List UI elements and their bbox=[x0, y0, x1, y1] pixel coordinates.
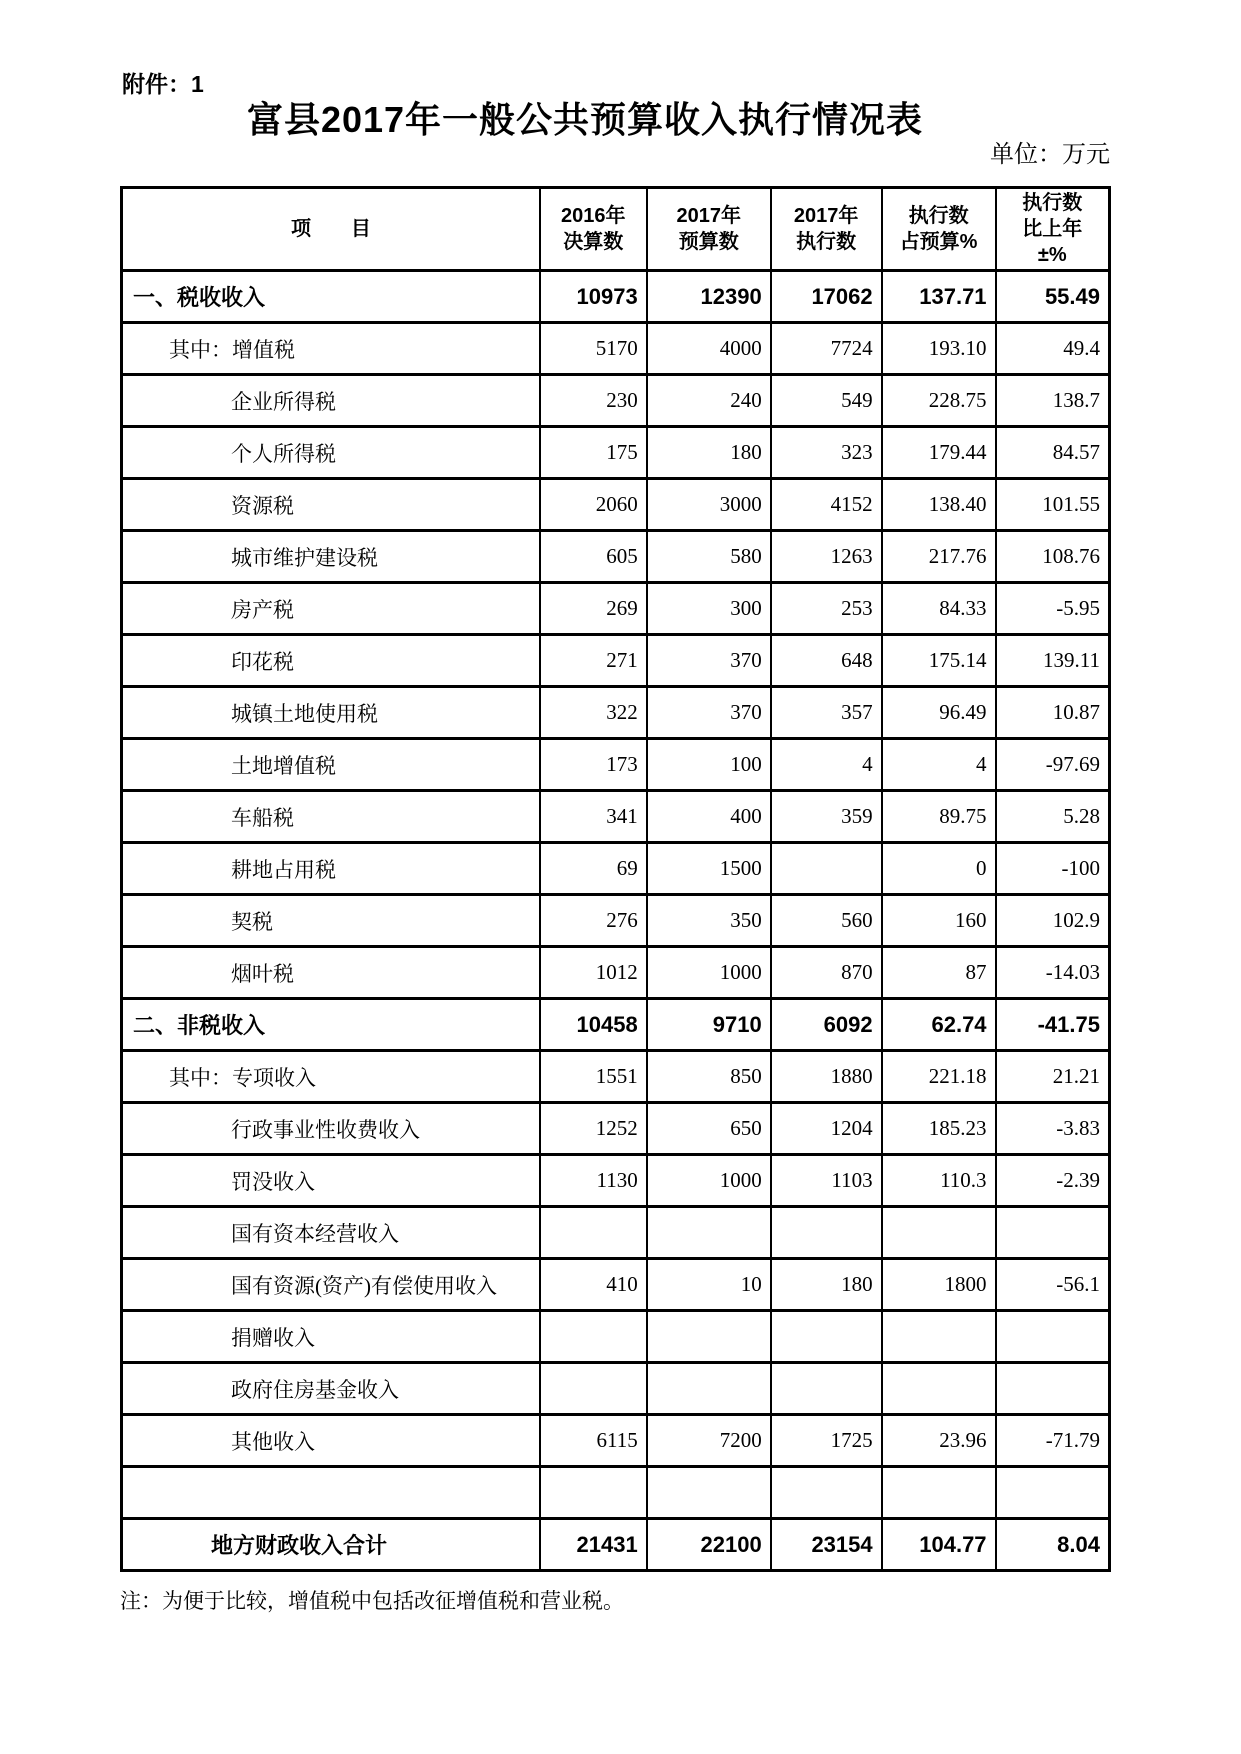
cell-2016-final: 1130 bbox=[540, 1155, 647, 1207]
cell-vs-last-year: 5.28 bbox=[996, 791, 1110, 843]
cell-2016-final: 2060 bbox=[540, 479, 647, 531]
row-label: 契税 bbox=[122, 895, 540, 947]
column-header-line: 2017年 bbox=[793, 205, 859, 227]
cell-2017-budget: 300 bbox=[647, 583, 771, 635]
cell-2017-budget: 12390 bbox=[647, 271, 771, 323]
table-row bbox=[122, 479, 1110, 531]
cell-2017-budget: 1000 bbox=[647, 1155, 771, 1207]
table-row bbox=[122, 1103, 1110, 1155]
cell-2017-actual: 648 bbox=[771, 635, 882, 687]
cell-vs-last-year: -41.75 bbox=[996, 999, 1110, 1051]
cell-2017-budget bbox=[647, 1207, 771, 1259]
row-label: 其中：专项收入 bbox=[122, 1051, 540, 1103]
cell-2017-actual bbox=[771, 1311, 882, 1363]
table-row bbox=[122, 271, 1110, 323]
row-label: 罚没收入 bbox=[122, 1155, 540, 1207]
cell-2016-final: 1012 bbox=[540, 947, 647, 999]
cell-pct-of-budget bbox=[882, 1311, 996, 1363]
cell-2016-final: 21431 bbox=[540, 1519, 647, 1571]
cell-2017-actual: 4 bbox=[771, 739, 882, 791]
table-row bbox=[122, 1467, 1110, 1519]
cell-2017-actual: 323 bbox=[771, 427, 882, 479]
cell-pct-of-budget: 4 bbox=[882, 739, 996, 791]
cell-vs-last-year: 8.04 bbox=[996, 1519, 1110, 1571]
row-label: 捐赠收入 bbox=[122, 1311, 540, 1363]
row-label: 房产税 bbox=[122, 583, 540, 635]
cell-2017-budget: 850 bbox=[647, 1051, 771, 1103]
cell-pct-of-budget bbox=[882, 1363, 996, 1415]
cell-2016-final: 322 bbox=[540, 687, 647, 739]
cell-2017-actual: 870 bbox=[771, 947, 882, 999]
table-row bbox=[122, 1259, 1110, 1311]
column-header-item bbox=[122, 188, 540, 271]
cell-vs-last-year: 138.7 bbox=[996, 375, 1110, 427]
cell-2017-budget: 240 bbox=[647, 375, 771, 427]
column-header-line: 决算数 bbox=[563, 231, 624, 253]
cell-2017-budget bbox=[647, 1467, 771, 1519]
cell-2017-budget: 400 bbox=[647, 791, 771, 843]
column-header-line: 2016年 bbox=[561, 205, 626, 227]
table-row bbox=[122, 1207, 1110, 1259]
row-label: 个人所得税 bbox=[122, 427, 540, 479]
footnote: 注：为便于比较，增值税中包括改征增值税和营业税。 bbox=[120, 1589, 624, 1613]
table-row bbox=[122, 635, 1110, 687]
cell-2016-final bbox=[540, 1311, 647, 1363]
cell-2017-budget: 10 bbox=[647, 1259, 771, 1311]
column-header-line: 执行数 bbox=[1022, 192, 1083, 214]
table-row bbox=[122, 583, 1110, 635]
cell-2016-final: 5170 bbox=[540, 323, 647, 375]
row-label: 土地增值税 bbox=[122, 739, 540, 791]
cell-vs-last-year bbox=[996, 1363, 1110, 1415]
cell-2016-final: 173 bbox=[540, 739, 647, 791]
cell-2016-final: 276 bbox=[540, 895, 647, 947]
cell-2017-budget: 370 bbox=[647, 635, 771, 687]
cell-2017-budget: 350 bbox=[647, 895, 771, 947]
table-row bbox=[122, 791, 1110, 843]
column-header-line: 2017年 bbox=[676, 205, 741, 227]
cell-vs-last-year: 139.11 bbox=[996, 635, 1110, 687]
cell-2017-budget: 4000 bbox=[647, 323, 771, 375]
cell-2017-actual: 253 bbox=[771, 583, 882, 635]
cell-2017-budget: 3000 bbox=[647, 479, 771, 531]
cell-vs-last-year: -56.1 bbox=[996, 1259, 1110, 1311]
cell-2017-budget: 1000 bbox=[647, 947, 771, 999]
table-row bbox=[122, 323, 1110, 375]
cell-2017-budget: 100 bbox=[647, 739, 771, 791]
cell-2017-actual: 6092 bbox=[771, 999, 882, 1051]
cell-pct-of-budget: 84.33 bbox=[882, 583, 996, 635]
cell-2016-final: 269 bbox=[540, 583, 647, 635]
cell-2017-actual: 17062 bbox=[771, 271, 882, 323]
cell-vs-last-year bbox=[996, 1467, 1110, 1519]
cell-2016-final bbox=[540, 1363, 647, 1415]
cell-2016-final: 410 bbox=[540, 1259, 647, 1311]
column-header-line: 预算数 bbox=[678, 231, 739, 253]
column-header-line: 执行数 bbox=[908, 205, 969, 227]
cell-vs-last-year: -71.79 bbox=[996, 1415, 1110, 1467]
row-label: 印花税 bbox=[122, 635, 540, 687]
table-row bbox=[122, 1155, 1110, 1207]
cell-2017-actual: 7724 bbox=[771, 323, 882, 375]
cell-pct-of-budget: 62.74 bbox=[882, 999, 996, 1051]
row-label bbox=[122, 1467, 540, 1519]
cell-2016-final: 341 bbox=[540, 791, 647, 843]
cell-2017-actual bbox=[771, 1207, 882, 1259]
cell-2016-final: 1252 bbox=[540, 1103, 647, 1155]
table-row bbox=[122, 1519, 1110, 1571]
cell-pct-of-budget: 1800 bbox=[882, 1259, 996, 1311]
cell-vs-last-year: -2.39 bbox=[996, 1155, 1110, 1207]
table-row bbox=[122, 739, 1110, 791]
budget-table bbox=[120, 186, 1111, 1572]
column-header-line: 执行数 bbox=[796, 231, 857, 253]
row-label: 国有资源(资产)有偿使用收入 bbox=[122, 1259, 540, 1311]
cell-vs-last-year bbox=[996, 1311, 1110, 1363]
cell-2016-final: 6115 bbox=[540, 1415, 647, 1467]
cell-vs-last-year: 102.9 bbox=[996, 895, 1110, 947]
table-row bbox=[122, 427, 1110, 479]
cell-pct-of-budget: 160 bbox=[882, 895, 996, 947]
cell-2017-actual: 1880 bbox=[771, 1051, 882, 1103]
cell-2017-actual: 359 bbox=[771, 791, 882, 843]
row-label: 车船税 bbox=[122, 791, 540, 843]
cell-2017-actual bbox=[771, 1363, 882, 1415]
cell-2017-actual bbox=[771, 1467, 882, 1519]
cell-pct-of-budget: 221.18 bbox=[882, 1051, 996, 1103]
header-row bbox=[122, 188, 1110, 271]
table-row bbox=[122, 1311, 1110, 1363]
cell-pct-of-budget bbox=[882, 1207, 996, 1259]
cell-vs-last-year: 55.49 bbox=[996, 271, 1110, 323]
cell-2016-final: 69 bbox=[540, 843, 647, 895]
row-label: 地方财政收入合计 bbox=[122, 1519, 540, 1571]
table-row bbox=[122, 375, 1110, 427]
cell-pct-of-budget: 104.77 bbox=[882, 1519, 996, 1571]
cell-pct-of-budget: 137.71 bbox=[882, 271, 996, 323]
cell-vs-last-year: -97.69 bbox=[996, 739, 1110, 791]
column-header-vs-last-year bbox=[996, 188, 1110, 271]
cell-vs-last-year: 21.21 bbox=[996, 1051, 1110, 1103]
table-row bbox=[122, 947, 1110, 999]
row-label: 其他收入 bbox=[122, 1415, 540, 1467]
cell-2016-final: 230 bbox=[540, 375, 647, 427]
cell-pct-of-budget: 87 bbox=[882, 947, 996, 999]
cell-pct-of-budget: 0 bbox=[882, 843, 996, 895]
cell-2016-final: 271 bbox=[540, 635, 647, 687]
table-row bbox=[122, 1363, 1110, 1415]
column-header-2016-final bbox=[540, 188, 647, 271]
page-title: 富县2017年一般公共预算收入执行情况表 bbox=[246, 99, 924, 140]
cell-2017-actual: 180 bbox=[771, 1259, 882, 1311]
table-row bbox=[122, 1051, 1110, 1103]
row-label: 城镇土地使用税 bbox=[122, 687, 540, 739]
cell-pct-of-budget: 179.44 bbox=[882, 427, 996, 479]
row-label: 一、税收收入 bbox=[122, 271, 540, 323]
column-header-line: 比上年 bbox=[1022, 218, 1083, 240]
column-header-line: ±% bbox=[1037, 244, 1067, 266]
cell-vs-last-year: 108.76 bbox=[996, 531, 1110, 583]
cell-2017-budget: 370 bbox=[647, 687, 771, 739]
cell-2017-actual: 1103 bbox=[771, 1155, 882, 1207]
row-label: 资源税 bbox=[122, 479, 540, 531]
cell-vs-last-year: 84.57 bbox=[996, 427, 1110, 479]
cell-2017-budget bbox=[647, 1363, 771, 1415]
table-row bbox=[122, 687, 1110, 739]
cell-pct-of-budget: 23.96 bbox=[882, 1415, 996, 1467]
attachment-label: 附件：1 bbox=[122, 71, 204, 97]
cell-2017-actual: 560 bbox=[771, 895, 882, 947]
cell-2017-budget bbox=[647, 1311, 771, 1363]
table-row bbox=[122, 843, 1110, 895]
cell-2017-budget: 180 bbox=[647, 427, 771, 479]
cell-2016-final: 1551 bbox=[540, 1051, 647, 1103]
cell-2016-final bbox=[540, 1467, 647, 1519]
row-label: 行政事业性收费收入 bbox=[122, 1103, 540, 1155]
cell-2017-actual: 23154 bbox=[771, 1519, 882, 1571]
cell-pct-of-budget: 193.10 bbox=[882, 323, 996, 375]
column-header-pct-of-budget bbox=[882, 188, 996, 271]
cell-2017-budget: 9710 bbox=[647, 999, 771, 1051]
cell-2017-actual: 1204 bbox=[771, 1103, 882, 1155]
cell-2017-budget: 650 bbox=[647, 1103, 771, 1155]
cell-2017-budget: 1500 bbox=[647, 843, 771, 895]
cell-2017-actual: 4152 bbox=[771, 479, 882, 531]
cell-2017-budget: 22100 bbox=[647, 1519, 771, 1571]
table-row bbox=[122, 895, 1110, 947]
cell-2016-final: 605 bbox=[540, 531, 647, 583]
row-label: 二、非税收入 bbox=[122, 999, 540, 1051]
cell-2016-final bbox=[540, 1207, 647, 1259]
cell-2016-final: 10973 bbox=[540, 271, 647, 323]
row-label: 耕地占用税 bbox=[122, 843, 540, 895]
cell-pct-of-budget: 96.49 bbox=[882, 687, 996, 739]
row-label: 政府住房基金收入 bbox=[122, 1363, 540, 1415]
cell-pct-of-budget: 138.40 bbox=[882, 479, 996, 531]
unit-label: 单位：万元 bbox=[990, 142, 1110, 168]
cell-pct-of-budget: 217.76 bbox=[882, 531, 996, 583]
cell-2016-final: 175 bbox=[540, 427, 647, 479]
row-label: 烟叶税 bbox=[122, 947, 540, 999]
cell-vs-last-year: 49.4 bbox=[996, 323, 1110, 375]
cell-vs-last-year: -3.83 bbox=[996, 1103, 1110, 1155]
table-row bbox=[122, 999, 1110, 1051]
cell-pct-of-budget: 110.3 bbox=[882, 1155, 996, 1207]
cell-2017-actual: 1725 bbox=[771, 1415, 882, 1467]
row-label: 企业所得税 bbox=[122, 375, 540, 427]
row-label: 其中：增值税 bbox=[122, 323, 540, 375]
cell-vs-last-year: -5.95 bbox=[996, 583, 1110, 635]
column-header-2017-budget bbox=[647, 188, 771, 271]
table-row bbox=[122, 531, 1110, 583]
cell-2017-budget: 580 bbox=[647, 531, 771, 583]
cell-2017-budget: 7200 bbox=[647, 1415, 771, 1467]
cell-pct-of-budget: 175.14 bbox=[882, 635, 996, 687]
cell-vs-last-year bbox=[996, 1207, 1110, 1259]
cell-vs-last-year: -100 bbox=[996, 843, 1110, 895]
cell-vs-last-year: 10.87 bbox=[996, 687, 1110, 739]
table-body bbox=[122, 271, 1110, 1571]
row-label: 国有资本经营收入 bbox=[122, 1207, 540, 1259]
cell-pct-of-budget: 228.75 bbox=[882, 375, 996, 427]
column-header-line: 项 目 bbox=[290, 218, 371, 240]
cell-pct-of-budget: 89.75 bbox=[882, 791, 996, 843]
cell-2017-actual: 549 bbox=[771, 375, 882, 427]
cell-2017-actual: 357 bbox=[771, 687, 882, 739]
cell-pct-of-budget bbox=[882, 1467, 996, 1519]
column-header-line: 占预算% bbox=[899, 231, 978, 253]
table-row bbox=[122, 1415, 1110, 1467]
column-header-2017-actual bbox=[771, 188, 882, 271]
cell-2017-actual: 1263 bbox=[771, 531, 882, 583]
cell-2017-actual bbox=[771, 843, 882, 895]
row-label: 城市维护建设税 bbox=[122, 531, 540, 583]
cell-pct-of-budget: 185.23 bbox=[882, 1103, 996, 1155]
cell-vs-last-year: -14.03 bbox=[996, 947, 1110, 999]
cell-2016-final: 10458 bbox=[540, 999, 647, 1051]
cell-vs-last-year: 101.55 bbox=[996, 479, 1110, 531]
